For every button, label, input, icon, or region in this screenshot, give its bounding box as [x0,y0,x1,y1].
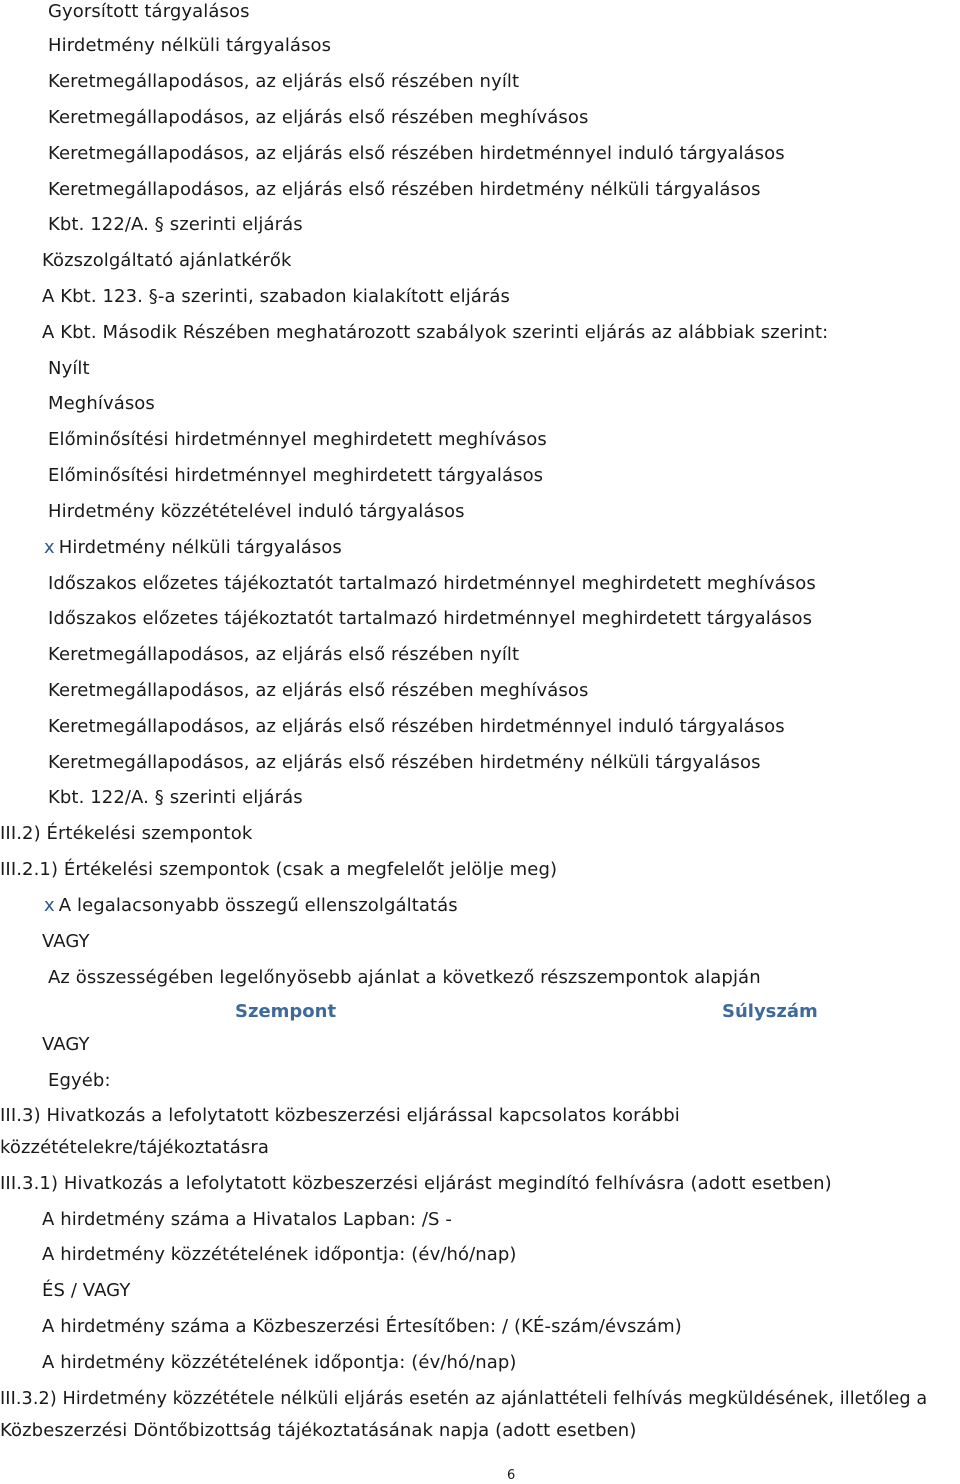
procedure-option-selected [44,536,342,560]
procedure-option: Hirdetmény közzétételével induló tárgyalásos [48,501,465,522]
section-heading-iii21: III.2.1) Értékelési szempontok (csak a megfelelőt jelölje meg) [0,859,558,880]
procedure-option: Kbt. 122/A. § szerinti eljárás [48,787,303,808]
section-heading-iii3: III.3) Hivatkozás a lefolytatott közbeszerzési eljárással kapcsolatos korábbi [0,1105,680,1126]
kozszolgaltato-heading: Közszolgáltató ajánlatkérők [42,250,292,271]
hirdetmeny-idopontja: A hirdetmény közzétételének időpontja: (év/hó/nap) [42,1244,517,1265]
table-header-szempont: Szempont [235,1001,337,1022]
section-heading-iii2: III.2) Értékelési szempontok [0,823,253,844]
procedure-option: Keretmegállapodásos, az eljárás első részében hirdetménnyel induló tárgyalásos [48,716,785,737]
procedure-option: Előminősítési hirdetménnyel meghirdetett meghívásos [48,429,547,450]
criterion-best-value: Az összességében legelőnyösebb ajánlat a következő részszempontok alapján [48,967,761,988]
hirdetmeny-szama-lapban: A hirdetmény száma a Hivatalos Lapban: /S - [42,1209,452,1230]
criterion-lowest-price [44,894,458,918]
procedure-option-label: Hirdetmény nélküli tárgyalásos [58,537,342,558]
es-vagy-label: ÉS / VAGY [42,1280,131,1301]
vagy-label: VAGY [42,1034,90,1055]
procedure-option: Hirdetmény nélküli tárgyalásos [48,35,332,56]
procedure-option: Meghívásos [48,393,155,414]
page-number: 6 [507,1468,516,1483]
section-heading-iii3-cont: közzétételekre/tájékoztatásra [0,1137,269,1158]
table-header-sulyszam: Súlyszám [722,1001,818,1022]
procedure-option: Időszakos előzetes tájékoztatót tartalmazó hirdetménnyel meghirdetett tárgyalásos [48,608,813,629]
section-heading-iii31: III.3.1) Hivatkozás a lefolytatott közbeszerzési eljárást megindító felhívásra (adott esetben) [0,1173,832,1194]
procedure-option: Keretmegállapodásos, az eljárás első részében hirdetmény nélküli tárgyalásos [48,179,761,200]
hirdetmeny-szama-ertesito: A hirdetmény száma a Közbeszerzési Értesítőben: / (KÉ-szám/évszám) [42,1316,682,1337]
procedure-option: Keretmegállapodásos, az eljárás első részében hirdetmény nélküli tárgyalásos [48,752,761,773]
procedure-option: Előminősítési hirdetménnyel meghirdetett tárgyalásos [48,465,544,486]
section-heading-iii32-cont: Közbeszerzési Döntőbizottság tájékoztatásának napja (adott esetben) [0,1420,637,1441]
procedure-option: Időszakos előzetes tájékoztatót tartalmazó hirdetménnyel meghirdetett meghívásos [48,573,816,594]
procedure-option: Gyorsított tárgyalásos [48,1,250,22]
procedure-option: Keretmegállapodásos, az eljárás első részében meghívásos [48,107,589,128]
egyeb-label: Egyéb: [48,1070,111,1091]
selected-marker: x [44,537,55,558]
procedure-option: Keretmegállapodásos, az eljárás első részében hirdetménnyel induló tárgyalásos [48,143,785,164]
vagy-label: VAGY [42,931,90,952]
masodik-resz-option: A Kbt. Második Részében meghatározott szabályok szerinti eljárás az alábbiak szerint: [42,322,829,343]
procedure-option: Nyílt [48,358,90,379]
hirdetmeny-idopontja: A hirdetmény közzétételének időpontja: (év/hó/nap) [42,1352,517,1373]
selected-marker: x [44,895,55,916]
procedure-option: Keretmegállapodásos, az eljárás első részében nyílt [48,71,520,92]
section-heading-iii32: III.3.2) Hirdetmény közzététele nélküli eljárás esetén az ajánlattételi felhívás megküldésének, illetőleg a [0,1389,928,1409]
procedure-option: Keretmegállapodásos, az eljárás első részében meghívásos [48,680,589,701]
procedure-option: Kbt. 122/A. § szerinti eljárás [48,214,303,235]
kbt-123-option: A Kbt. 123. §-a szerinti, szabadon kialakított eljárás [42,286,511,307]
procedure-option: Keretmegállapodásos, az eljárás első részében nyílt [48,644,520,665]
criterion-label: A legalacsonyabb összegű ellenszolgáltatás [58,895,458,916]
